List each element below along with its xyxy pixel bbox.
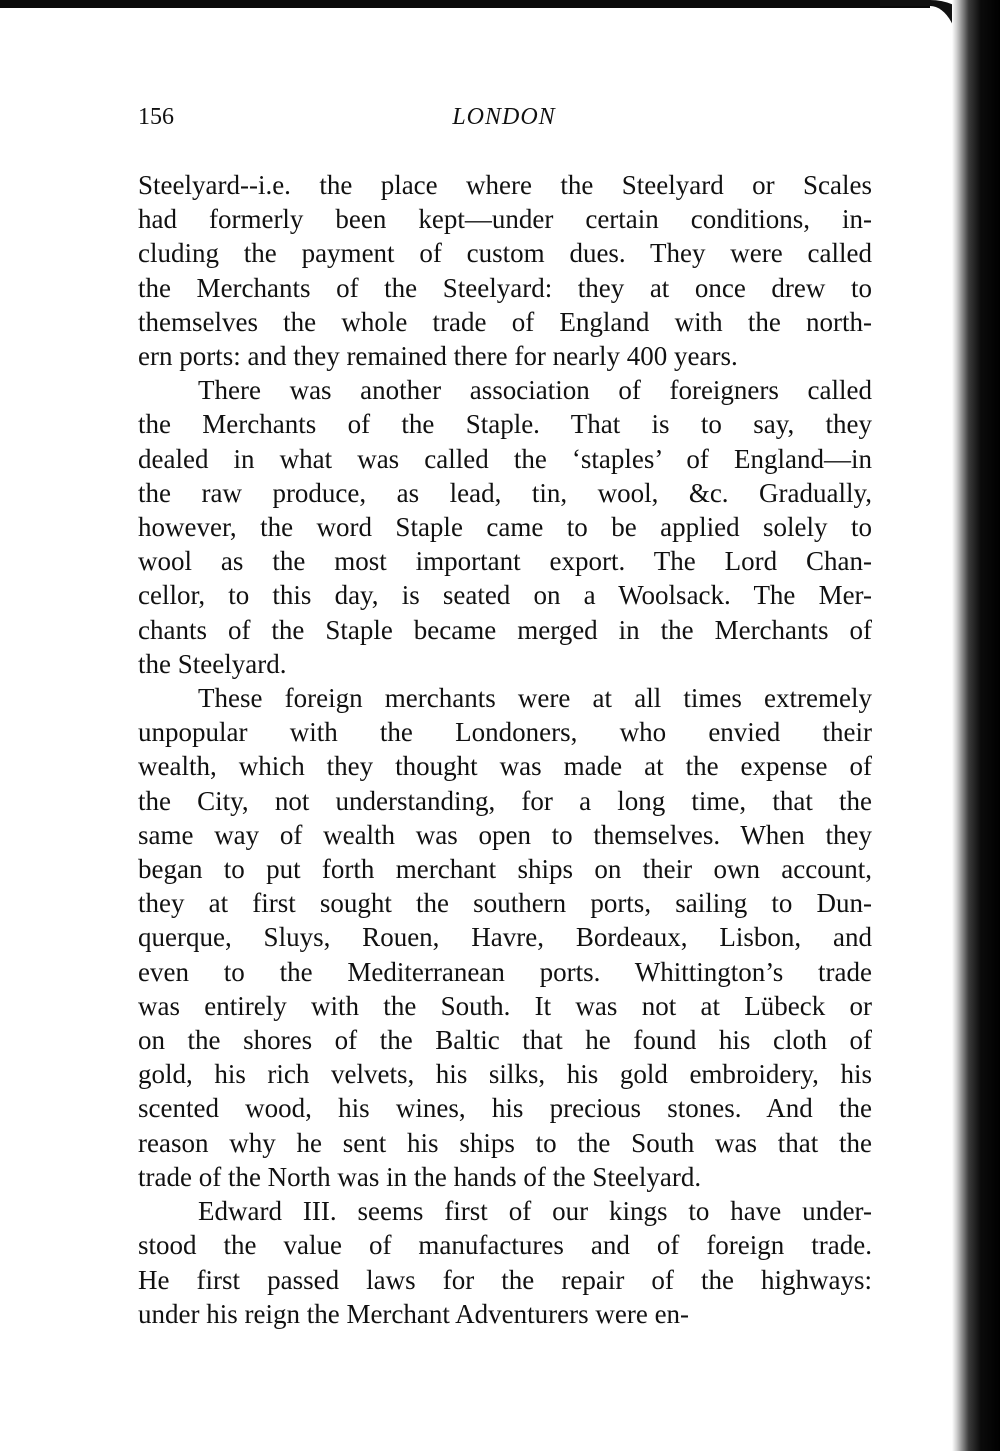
- running-head: LONDON: [452, 104, 556, 130]
- text-line: began to put forth merchant ships on their own account,: [138, 854, 872, 885]
- text-line: even to the Mediterranean ports. Whittington’s trade: [138, 956, 872, 987]
- text-line: wool as the most important export. The Lord Chan-: [138, 546, 872, 577]
- text-line: querque, Sluys, Rouen, Havre, Bordeaux, Lisbon, and: [138, 922, 872, 953]
- text-line: the raw produce, as lead, tin, wool, &c. Gradually,: [138, 477, 872, 508]
- text-line: wealth, which they thought was made at the expense of: [138, 751, 872, 782]
- page-number: 156: [138, 104, 174, 130]
- text-line: same way of wealth was open to themselves. When they: [138, 819, 872, 850]
- text-line: trade of the North was in the hands of the Steelyard.: [138, 1161, 702, 1192]
- text-line: the Merchants of the Steelyard: they at once drew to: [138, 272, 872, 303]
- paragraph: [138, 681, 872, 1194]
- text-line: scented wood, his wines, his precious stones. And the: [138, 1093, 872, 1124]
- text-line: unpopular with the Londoners, who envied their: [138, 717, 872, 748]
- text-line: chants of the Staple became merged in the Merchants of: [138, 614, 872, 645]
- paragraph: [138, 373, 872, 681]
- text-line: reason why he sent his ships to the South was that the: [138, 1127, 872, 1158]
- text-line: under his reign the Merchant Adventurers were en-: [138, 1298, 690, 1329]
- text-line: stood the value of manufactures and of foreign trade.: [138, 1230, 872, 1261]
- text-line: He first passed laws for the repair of the highways:: [138, 1264, 872, 1295]
- page-top-edge: [0, 0, 930, 8]
- text-line: cluding the payment of custom dues. They were called: [138, 238, 872, 269]
- text-line: was entirely with the South. It was not at Lübeck or: [138, 990, 872, 1021]
- text-line: had formerly been kept—under certain conditions, in-: [138, 204, 872, 235]
- paragraph: [138, 168, 872, 373]
- text-line: themselves the whole trade of England with the north-: [138, 306, 872, 337]
- text-line: There was another association of foreigners called: [198, 375, 872, 406]
- text-line: the Merchants of the Staple. That is to say, they: [138, 409, 872, 440]
- page-header: [138, 104, 870, 144]
- text-line: dealed in what was called the ‘staples’ of England—in: [138, 443, 872, 474]
- paragraph: [138, 1194, 872, 1331]
- text-line: Steelyard--i.e. the place where the Steelyard or Scales: [138, 170, 872, 200]
- text-line: the Steelyard.: [138, 648, 287, 679]
- text-line: Edward III. seems first of our kings to have under-: [198, 1196, 872, 1227]
- text-line: cellor, to this day, is seated on a Woolsack. The Mer-: [138, 580, 872, 611]
- text-line: they at first sought the southern ports, sailing to Dun-: [138, 888, 872, 919]
- text-line: on the shores of the Baltic that he found his cloth of: [138, 1025, 872, 1056]
- text-line: These foreign merchants were at all times extremely: [198, 683, 872, 714]
- body-text: [138, 168, 872, 1331]
- text-line: the City, not understanding, for a long time, that the: [138, 785, 872, 816]
- text-line: gold, his rich velvets, his silks, his gold embroidery, his: [138, 1059, 872, 1090]
- text-line: ern ports: and they remained there for nearly 400 years.: [138, 341, 738, 372]
- page-binding-shadow: [952, 0, 1000, 1451]
- text-line: however, the word Staple came to be applied solely to: [138, 512, 872, 543]
